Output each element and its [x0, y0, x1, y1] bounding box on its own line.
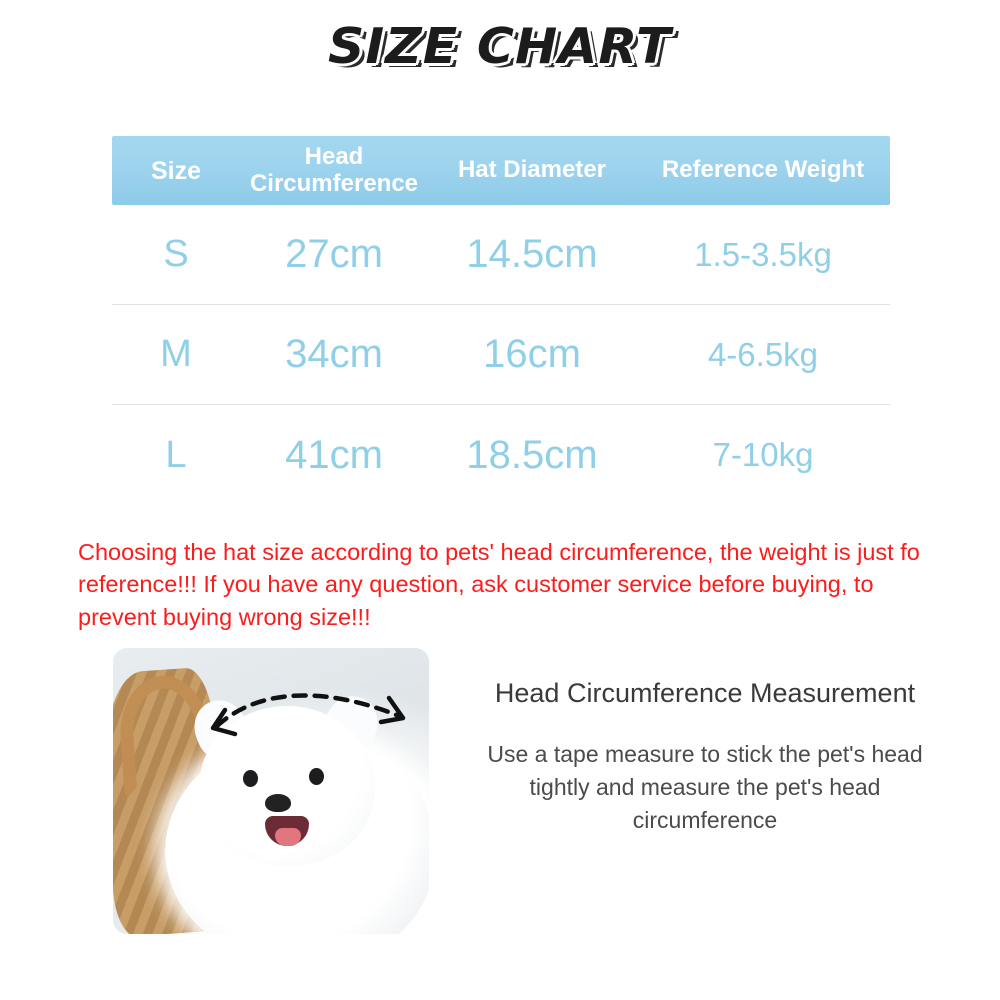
- cell-size: S: [163, 233, 189, 275]
- table-row: [112, 205, 890, 305]
- measurement-text-block: [470, 676, 940, 837]
- cell-diameter: 16cm: [483, 332, 581, 376]
- column-header-reference-weight: Reference Weight: [661, 156, 865, 184]
- cell-weight: 7-10kg: [712, 436, 814, 473]
- cell-head: 34cm: [285, 332, 383, 376]
- column-header-size: Size: [150, 156, 202, 185]
- measurement-heading: Head Circumference Measurement: [494, 678, 916, 708]
- table-row: [112, 405, 890, 505]
- cell-head: 41cm: [285, 432, 383, 477]
- column-header-hat-diameter: Hat Diameter: [457, 156, 607, 184]
- cell-weight: 1.5-3.5kg: [694, 235, 832, 273]
- cell-size: M: [160, 333, 192, 375]
- page-title: SIZE CHART: [328, 18, 672, 75]
- warning-note: Choosing the hat size according to pets' head circumference, the weight is just fo reference!!! If you have any question, ask customer service before buying, to prevent buying wrong size!!!: [78, 539, 920, 630]
- dog-measurement-photo: [113, 648, 429, 934]
- table-header-row: [112, 136, 890, 205]
- column-header-head-circumference: Head Circumference: [249, 142, 419, 197]
- measurement-description: Use a tape measure to stick the pet's head tightly and measure the pet's head circumference: [487, 740, 923, 833]
- cell-diameter: 18.5cm: [466, 432, 598, 477]
- size-table: [112, 136, 890, 505]
- cell-diameter: 14.5cm: [466, 232, 598, 276]
- cell-head: 27cm: [285, 232, 383, 276]
- table-row: [112, 305, 890, 405]
- measurement-arrow-icon: [113, 648, 429, 934]
- cell-size: L: [165, 433, 187, 476]
- cell-weight: 4-6.5kg: [707, 335, 819, 373]
- page-title-wrap: [0, 18, 1000, 75]
